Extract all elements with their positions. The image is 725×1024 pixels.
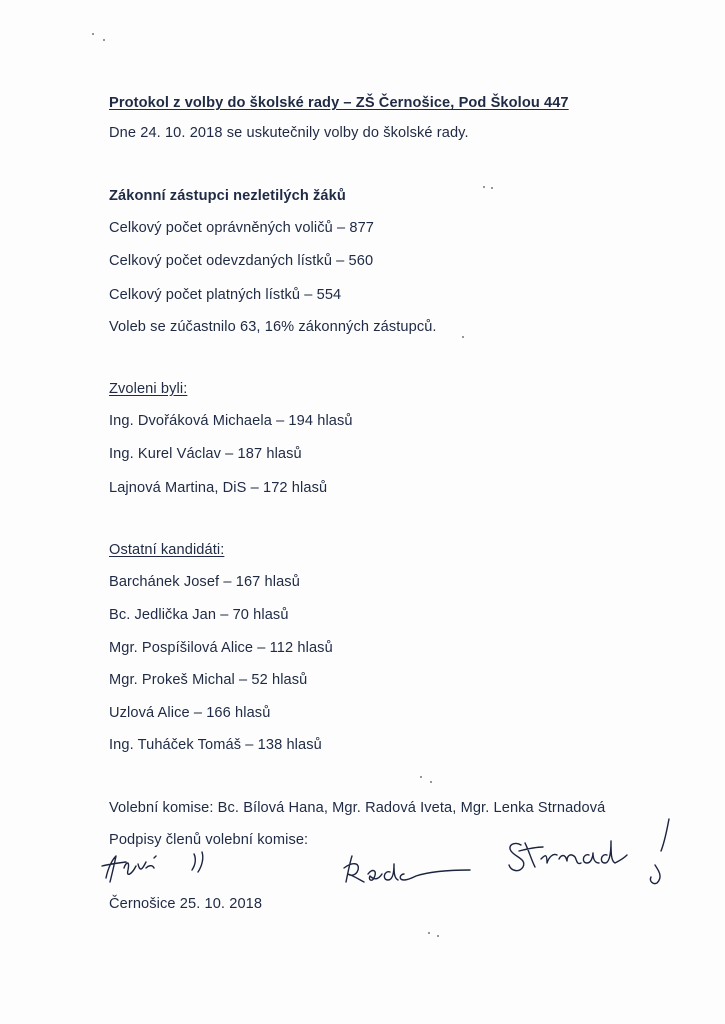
stat-ballots-cast: Celkový počet odevzdaných lístků – 560 [109, 253, 374, 269]
place-date: Černošice 25. 10. 2018 [109, 896, 263, 912]
scan-speck [491, 187, 493, 189]
others-heading: Ostatní kandidáti: [109, 542, 225, 558]
scan-speck [430, 781, 432, 783]
date-line: Dne 24. 10. 2018 se uskutečnily volby do školské rady. [109, 125, 469, 141]
elected-heading: Zvoleni byli: [109, 381, 188, 397]
document-title: Protokol z volby do školské rady – ZŠ Černošice, Pod Školou 447 [109, 95, 569, 111]
candidate-item: Ing. Tuháček Tomáš – 138 hlasů [109, 737, 322, 753]
elected-item: Lajnová Martina, DiS – 172 hlasů [109, 480, 328, 496]
section-heading-parents: Zákonní zástupci nezletilých žáků [109, 188, 346, 204]
scan-speck [483, 186, 485, 188]
elected-item: Ing. Dvořáková Michaela – 194 hlasů [109, 413, 353, 429]
elected-item: Ing. Kurel Václav – 187 hlasů [109, 446, 302, 462]
candidate-item: Uzlová Alice – 166 hlasů [109, 705, 271, 721]
scan-speck [92, 33, 94, 35]
signature-radova [338, 852, 478, 888]
scan-speck [420, 776, 422, 778]
scan-speck [462, 336, 464, 338]
signature-strnadova [505, 815, 680, 890]
candidate-item: Barchánek Josef – 167 hlasů [109, 574, 300, 590]
stat-valid-ballots: Celkový počet platných lístků – 554 [109, 287, 342, 303]
stat-eligible-voters: Celkový počet oprávněných voličů – 877 [109, 220, 375, 236]
candidate-item: Mgr. Prokeš Michal – 52 hlasů [109, 672, 308, 688]
signature-bilova [98, 848, 218, 888]
signatures-label: Podpisy členů volební komise: [109, 832, 309, 848]
scan-speck [428, 932, 430, 934]
scan-speck [437, 935, 439, 937]
stat-turnout: Voleb se zúčastnilo 63, 16% zákonných zástupců. [109, 319, 437, 335]
scan-speck [103, 39, 105, 41]
committee-line: Volební komise: Bc. Bílová Hana, Mgr. Radová Iveta, Mgr. Lenka Strnadová [109, 800, 606, 816]
candidate-item: Mgr. Pospíšilová Alice – 112 hlasů [109, 640, 333, 656]
candidate-item: Bc. Jedlička Jan – 70 hlasů [109, 607, 289, 623]
